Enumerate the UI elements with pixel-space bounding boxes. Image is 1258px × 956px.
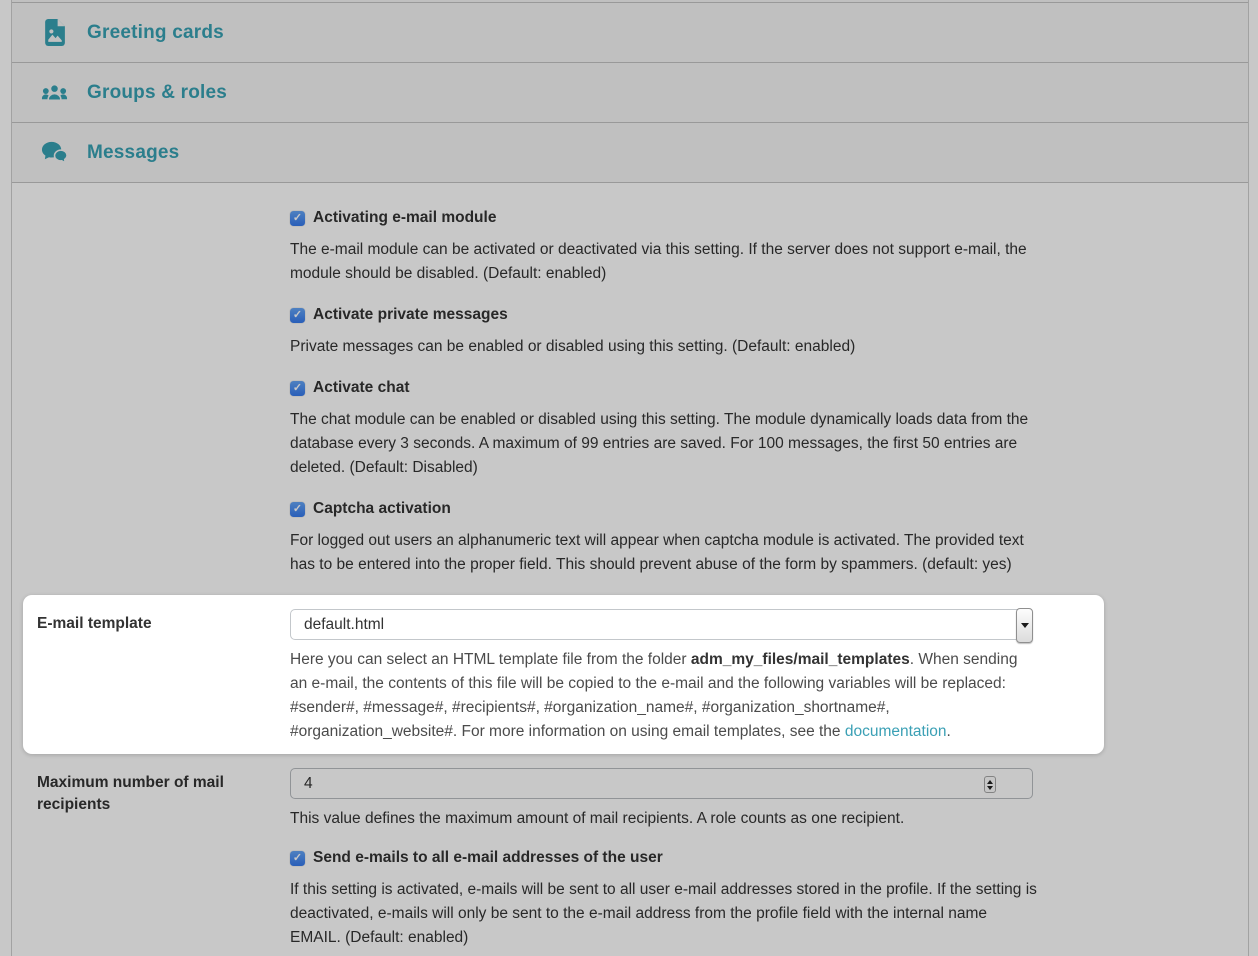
- setting-description: Private messages can be enabled or disabled using this setting. (Default: enabled): [290, 338, 856, 355]
- help-text: .: [946, 723, 951, 740]
- setting-description: If this setting is activated, e-mails will be sent to all user e-mail addresses stored in the profile. If the setting is deactivated, e-mails will only be sent to the e-mail address from the profile field with the internal name EMAIL. (Default: enabled): [290, 881, 1037, 946]
- setting-description: The chat module can be enabled or disabled using this setting. The module dynamically loads data from the database every 3 seconds. A maximum of 99 entries are saved. For 100 messages, the first 50 entries are deleted. (Default: Disabled): [290, 411, 1029, 476]
- setting-description: For logged out users an alphanumeric text will appear when captcha module is activated. The provided text has to be entered into the proper field. This should prevent abuse of the form by spammers. (default: yes): [290, 532, 1024, 573]
- setting-description: The e-mail module can be activated or deactivated via this setting. If the server does not support e-mail, the module should be disabled. (Default: enabled): [290, 241, 1027, 282]
- setting-label: Activating e-mail module: [313, 209, 497, 226]
- input-value: 4: [304, 774, 313, 792]
- setting-description: This value defines the maximum amount of mail recipients. A role counts as one recipient.: [290, 810, 905, 827]
- section-title: Groups & roles: [87, 81, 228, 103]
- email-template-help: [290, 648, 1038, 744]
- documentation-link[interactable]: documentation: [844, 723, 947, 740]
- select-dropdown-button[interactable]: [1016, 608, 1033, 643]
- section-title: Greeting cards: [87, 21, 224, 43]
- max-recipients-label: Maximum number of mail recipients: [37, 774, 224, 813]
- email-template-select[interactable]: [290, 609, 1033, 640]
- folder-path: adm_my_files/mail_templates: [690, 651, 910, 668]
- section-title: Messages: [87, 141, 180, 163]
- setting-label: Activate private messages: [313, 306, 508, 323]
- help-text: . When sending an e-mail, the contents of this file will be copied to the e-mail and the following variables will be replaced: #sender#, #message#, #recipients#, #organization_name#, #organization_shortname#, #organization_website#. For more information on using email templates, see the: [290, 651, 1018, 740]
- chevron-down-icon: [1021, 623, 1029, 628]
- help-text: Here you can select an HTML template file from the folder: [290, 651, 691, 668]
- email-template-label: E-mail template: [37, 615, 152, 632]
- setting-label: Captcha activation: [313, 500, 451, 517]
- email-template-row-highlighted: [23, 595, 1104, 754]
- setting-label: Activate chat: [313, 379, 410, 396]
- setting-label: Send e-mails to all e-mail addresses of the user: [313, 849, 663, 866]
- selected-option: default.html: [304, 615, 385, 633]
